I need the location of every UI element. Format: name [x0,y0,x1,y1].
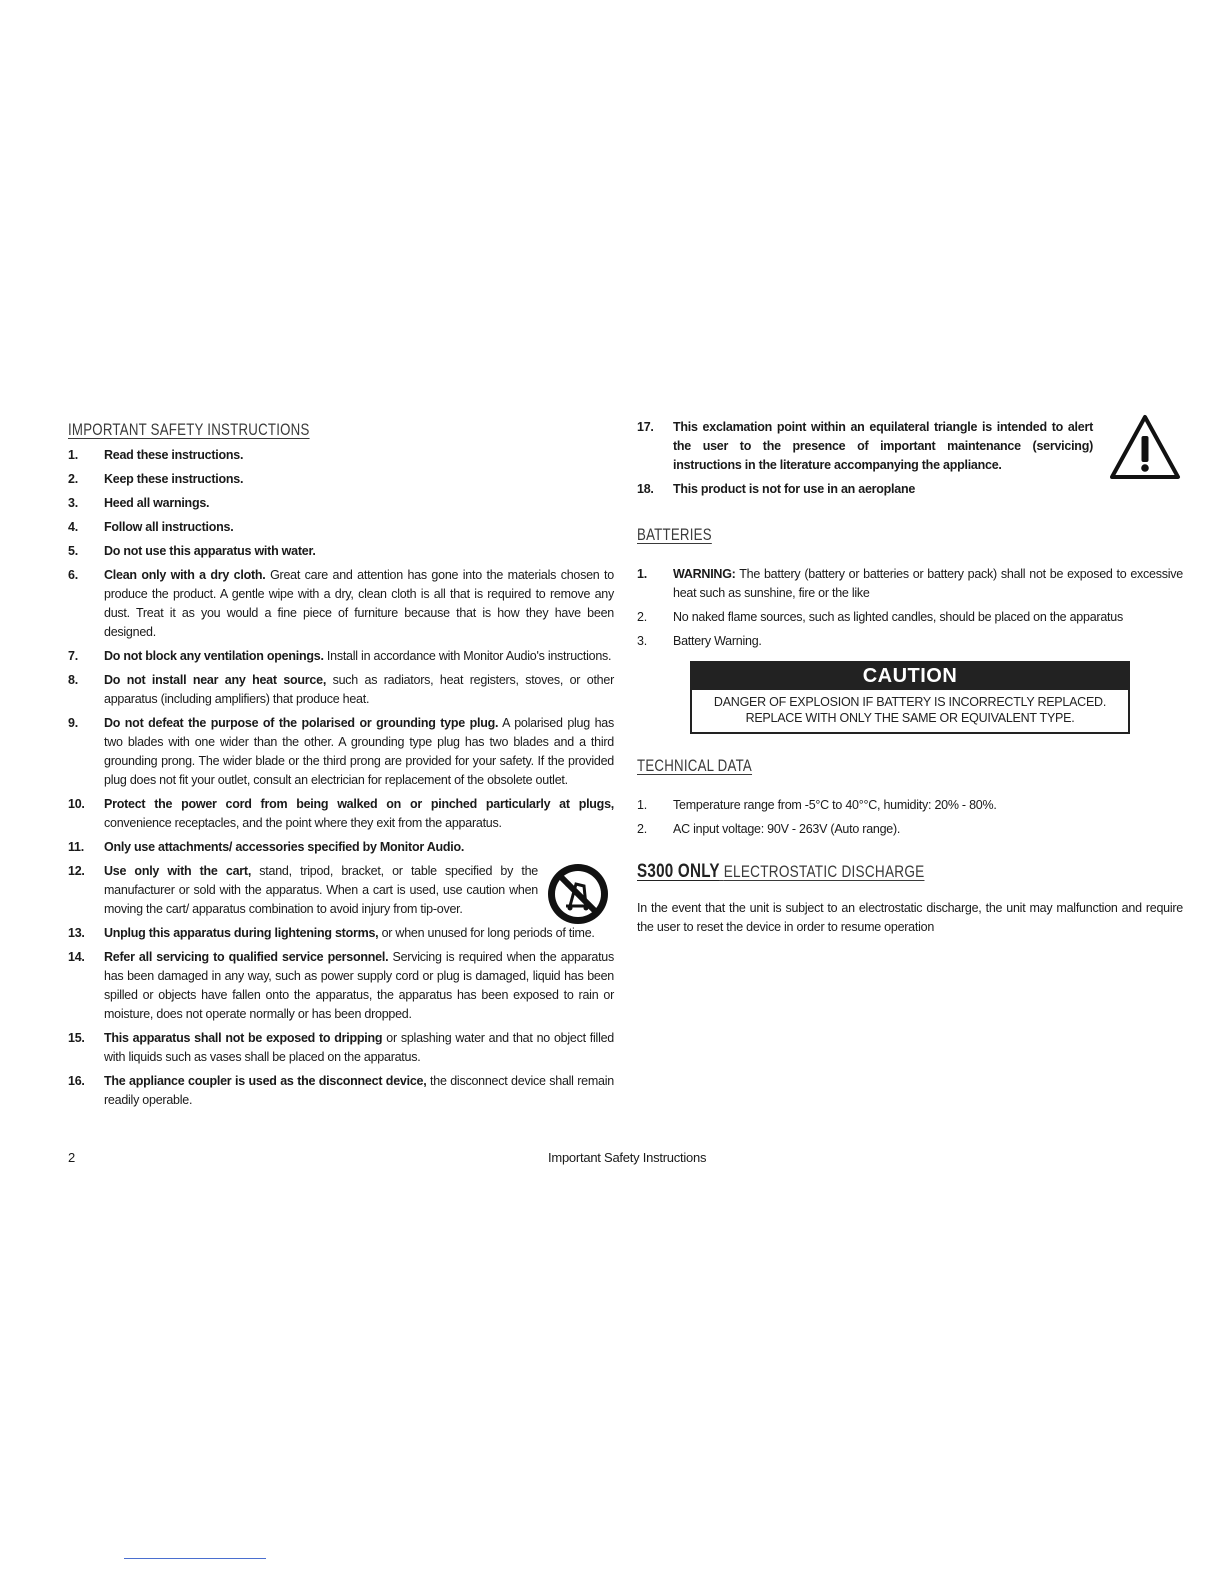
item-bold-text: Read these instructions. [104,448,244,462]
safety-list [68,446,614,1110]
list-item [68,1029,614,1067]
list-item [637,820,1183,839]
item-body-text: A polarised plug has two blades with one wider than the other. A grounding type plug has two blades and a third grounding prong. The wider blade or the third prong are provided for your safety. If the provided plug does not fit your outlet, consult an electrician for replacement of the obsolete outlet. [104,716,614,787]
item-body-text: Install in accordance with Monitor Audio's instructions. [323,649,612,663]
item-number: 8. [68,673,78,687]
item-body-text: No naked flame sources, such as lighted candles, should be placed on the apparatus [673,610,1123,624]
item-number: 15. [68,1031,85,1045]
technical-heading: TECHNICAL DATA [637,756,753,775]
item-text [104,924,614,943]
item-text [673,608,1183,627]
item-number: 3. [68,496,78,510]
list-item [68,948,614,1024]
left-column [68,420,614,1115]
item-bold-text: This exclamation point within an equilateral triangle is intended to alert the user to the presence of important maintenance (servicing) instructions in the literature accompanying the appliance. [673,420,1093,472]
item-body-text: AC input voltage: 90V - 263V (Auto range). [673,822,901,836]
item-text [673,418,1093,475]
list-item [68,795,614,833]
item-text [104,1072,614,1110]
item-text [104,1029,614,1067]
item-bold-text: Do not block any ventilation openings. [104,649,324,663]
cart-tipover-warning-icon [546,862,610,926]
item-text [673,565,1183,603]
item-number: 2. [68,472,78,486]
list-item [68,518,614,537]
item-number: 12. [68,864,85,878]
item-body-text: Temperature range from -5°C to 40°°C, humidity: 20% - 80%. [673,798,997,812]
item-text [104,542,614,561]
item-text [104,518,614,537]
item-number: 6. [68,568,78,582]
exclamation-triangle-icon [1109,414,1181,480]
item-bold-text: Unplug this apparatus during lightening storms, [104,926,379,940]
item-bold-text: Do not install near any heat source, [104,673,327,687]
item-bold-text: Follow all instructions. [104,520,234,534]
item-text [104,714,614,790]
list-item [637,565,1183,603]
list-item [68,446,614,465]
maintenance-list [637,418,1183,499]
item-bold-text: The appliance coupler is used as the disconnect device, [104,1074,427,1088]
item-number: 11. [68,840,84,854]
item-number: 3. [637,634,647,648]
list-item [68,566,614,642]
item-bold-text: Use only with the cart, [104,864,252,878]
list-item [637,418,1093,475]
item-body-text: Battery Warning. [673,634,762,648]
item-number: 2. [637,822,647,836]
page-number: 2 [68,1150,75,1165]
item-bold-text: This product is not for use in an aeroplane [673,482,916,496]
item-number: 9. [68,716,78,730]
item-text [104,494,614,513]
item-text [104,838,614,857]
item-body-text: Great care and attention has gone into the materials chosen to produce the product. A gentle wipe with a dry, clean cloth is all that is required to remove any dust. Treat it as you would a fine piece of furniture because that is how they have been designed. [104,568,614,639]
esd-text: In the event that the unit is subject to an electrostatic discharge, the unit may malfunction and require the user to reset the device in order to resume operation [637,901,1183,934]
item-body-text: such as radiators, heat registers, stoves, or other apparatus (including amplifiers) that produce heat. [104,673,614,706]
item-body-text: stand, tripod, bracket, or table specified by the manufacturer or sold with the apparatus. When a cart is used, use caution when moving the cart/ apparatus combination to avoid injury from tip-over. [104,864,538,916]
bottom-rule [124,1558,266,1559]
list-item [637,608,1183,627]
list-item [68,924,614,943]
item-bold-text: Do not use this apparatus with water. [104,544,316,558]
list-item [68,647,614,666]
item-number: 17. [637,420,654,434]
list-item [68,838,614,857]
item-bold-text: Only use attachments/ accessories specified by Monitor Audio. [104,840,465,854]
footer-title: Important Safety Instructions [548,1150,707,1165]
item-number: 5. [68,544,78,558]
item-number: 1. [637,798,647,812]
item-text [104,446,614,465]
item-body-text: or when unused for long periods of time. [378,926,595,940]
list-item [68,470,614,489]
safety-heading: IMPORTANT SAFETY INSTRUCTIONS [68,420,310,439]
item-number: 2. [637,610,647,624]
item-text [673,632,1183,651]
item-text [104,862,538,919]
item-number: 13. [68,926,85,940]
caution-box [690,661,1130,734]
list-item [68,862,614,919]
item-number: 4. [68,520,78,534]
item-number: 16. [68,1074,85,1088]
top-items [637,418,1183,499]
batteries-list [637,565,1183,651]
batteries-heading: BATTERIES [637,525,712,544]
item-body-text: convenience receptacles, and the point where they exit from the apparatus. [104,816,502,830]
item-text [104,647,614,666]
item-bold-text: Do not defeat the purpose of the polarised or grounding type plug. [104,716,499,730]
item-body-text: Servicing is required when the apparatus has been damaged in any way, such as power supply cord or plug is damaged, liquid has been spilled or objects have fallen onto the apparatus, the apparatus has been exposed to rain or moisture, does not operate normally or has been dropped. [104,950,615,1021]
item-bold-text: Heed all warnings. [104,496,210,510]
item-number: 1. [637,567,647,581]
item-body-text: or splashing water and that no object filled with liquids such as vases shall be placed on the apparatus. [104,1031,614,1064]
item-body-text: the disconnect device shall remain readily operable. [104,1074,614,1107]
caution-title: CAUTION [692,663,1128,690]
item-text [673,796,1183,815]
caution-text: DANGER OF EXPLOSION IF BATTERY IS INCORRECTLY REPLACED. REPLACE WITH ONLY THE SAME OR EQUIVALENT TYPE. [713,695,1107,725]
item-bold-text: Keep these instructions. [104,472,244,486]
item-bold-text: This apparatus shall not be exposed to dripping [104,1031,383,1045]
item-bold-text: Protect the power cord from being walked on or pinched particularly at plugs, [104,797,614,811]
list-item [637,632,1183,651]
item-number: 18. [637,482,654,496]
item-bold-text: WARNING: [673,567,736,581]
list-item [68,671,614,709]
item-text [673,820,1183,839]
list-item [68,542,614,561]
item-bold-text: Refer all servicing to qualified service personnel. [104,950,389,964]
list-item [68,1072,614,1110]
list-item [68,714,614,790]
item-text [104,795,614,833]
item-number: 10. [68,797,85,811]
item-number: 1. [68,448,78,462]
technical-list [637,796,1183,839]
item-number: 14. [68,950,85,964]
list-item [68,494,614,513]
item-bold-text: Clean only with a dry cloth. [104,568,266,582]
item-text [104,566,614,642]
item-body-text: The battery (battery or batteries or battery pack) shall not be exposed to excessive heat such as sunshine, fire or the like [673,567,1183,600]
list-item [637,480,1093,499]
list-item [637,796,1183,815]
item-text [673,480,1093,499]
item-text [104,470,614,489]
item-number: 7. [68,649,78,663]
right-column [637,418,1183,942]
esd-heading: S300 ONLY ELECTROSTATIC DISCHARGE [637,861,925,882]
item-text [104,948,614,1024]
item-text [104,671,614,709]
